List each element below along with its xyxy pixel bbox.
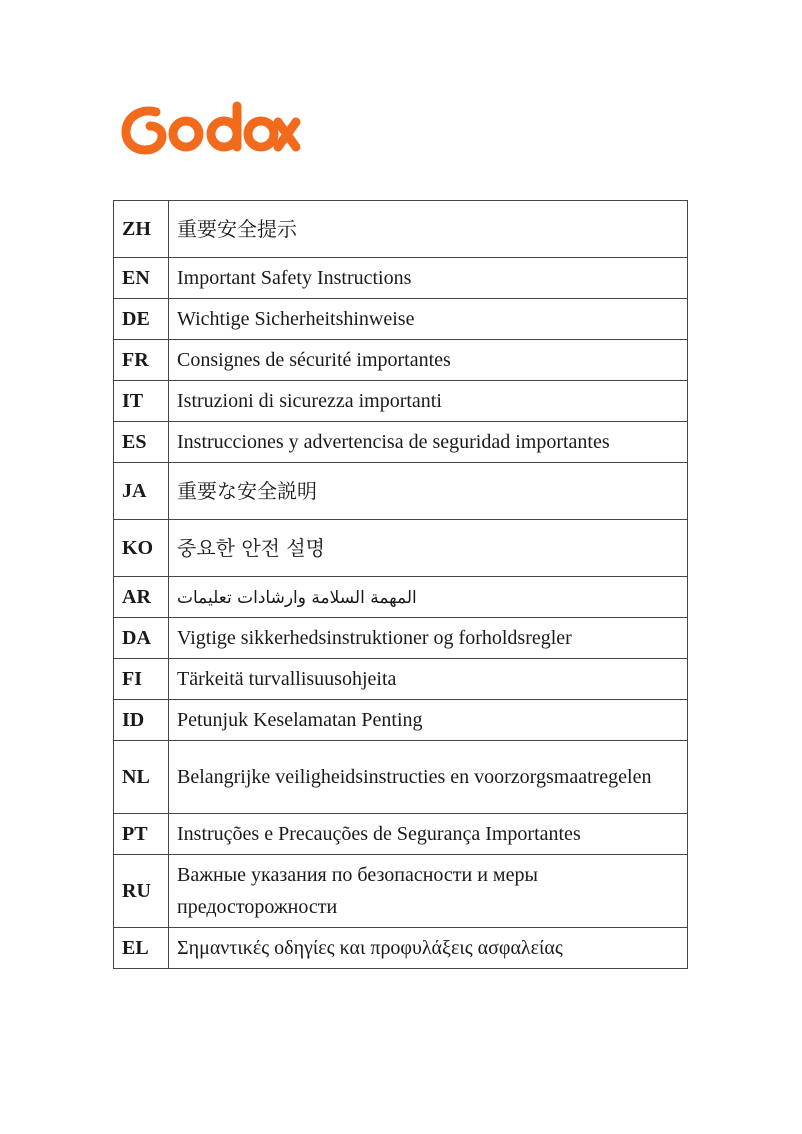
table-row (114, 299, 688, 340)
lang-text: Important Safety Instructions (169, 258, 688, 299)
table-row (114, 814, 688, 855)
lang-code: IT (114, 381, 169, 422)
lang-code: DE (114, 299, 169, 340)
lang-code: RU (114, 855, 169, 928)
lang-text: Tärkeitä turvallisuusohjeita (169, 659, 688, 700)
lang-code: KO (114, 520, 169, 577)
lang-code: JA (114, 463, 169, 520)
lang-code: PT (114, 814, 169, 855)
godox-logo (120, 100, 302, 156)
lang-text: Instrucciones y advertencisa de seguridad importantes (169, 422, 688, 463)
table-row (114, 520, 688, 577)
lang-text: Wichtige Sicherheitshinweise (169, 299, 688, 340)
table-row (114, 422, 688, 463)
lang-code: FR (114, 340, 169, 381)
lang-text: Vigtige sikkerhedsinstruktioner og forholdsregler (169, 618, 688, 659)
lang-text: Consignes de sécurité importantes (169, 340, 688, 381)
table-row (114, 258, 688, 299)
godox-logo-mark (120, 100, 302, 156)
table-row (114, 201, 688, 258)
lang-code: DA (114, 618, 169, 659)
lang-text: Instruções e Precauções de Segurança Importantes (169, 814, 688, 855)
lang-code: ES (114, 422, 169, 463)
lang-code: EL (114, 928, 169, 969)
lang-text: 重要な安全説明 (169, 463, 688, 520)
lang-code: EN (114, 258, 169, 299)
table-row (114, 381, 688, 422)
lang-text: Petunjuk Keselamatan Penting (169, 700, 688, 741)
table-row (114, 340, 688, 381)
lang-text: Istruzioni di sicurezza importanti (169, 381, 688, 422)
lang-code: FI (114, 659, 169, 700)
table-row (114, 855, 688, 928)
lang-code: NL (114, 741, 169, 814)
lang-text: Belangrijke veiligheidsinstructies en voorzorgsmaatregelen (169, 741, 688, 814)
lang-text: 重要安全提示 (169, 201, 688, 258)
lang-code: ID (114, 700, 169, 741)
language-table (113, 200, 688, 969)
lang-text-cell (169, 577, 688, 618)
table-row (114, 928, 688, 969)
lang-code: ZH (114, 201, 169, 258)
lang-text: Σημαντικές οδηγίες και προφυλάξεις ασφαλείας (169, 928, 688, 969)
lang-code: AR (114, 577, 169, 618)
table-row (114, 700, 688, 741)
table-row (114, 659, 688, 700)
table-row (114, 741, 688, 814)
lang-text: 중요한 안전 설명 (169, 520, 688, 577)
table-row (114, 577, 688, 618)
table-row (114, 618, 688, 659)
lang-text: Важные указания по безопасности и меры предосторожности (169, 855, 688, 928)
lang-text: المهمة السلامة وارشادات تعليمات (177, 587, 417, 608)
table-row (114, 463, 688, 520)
